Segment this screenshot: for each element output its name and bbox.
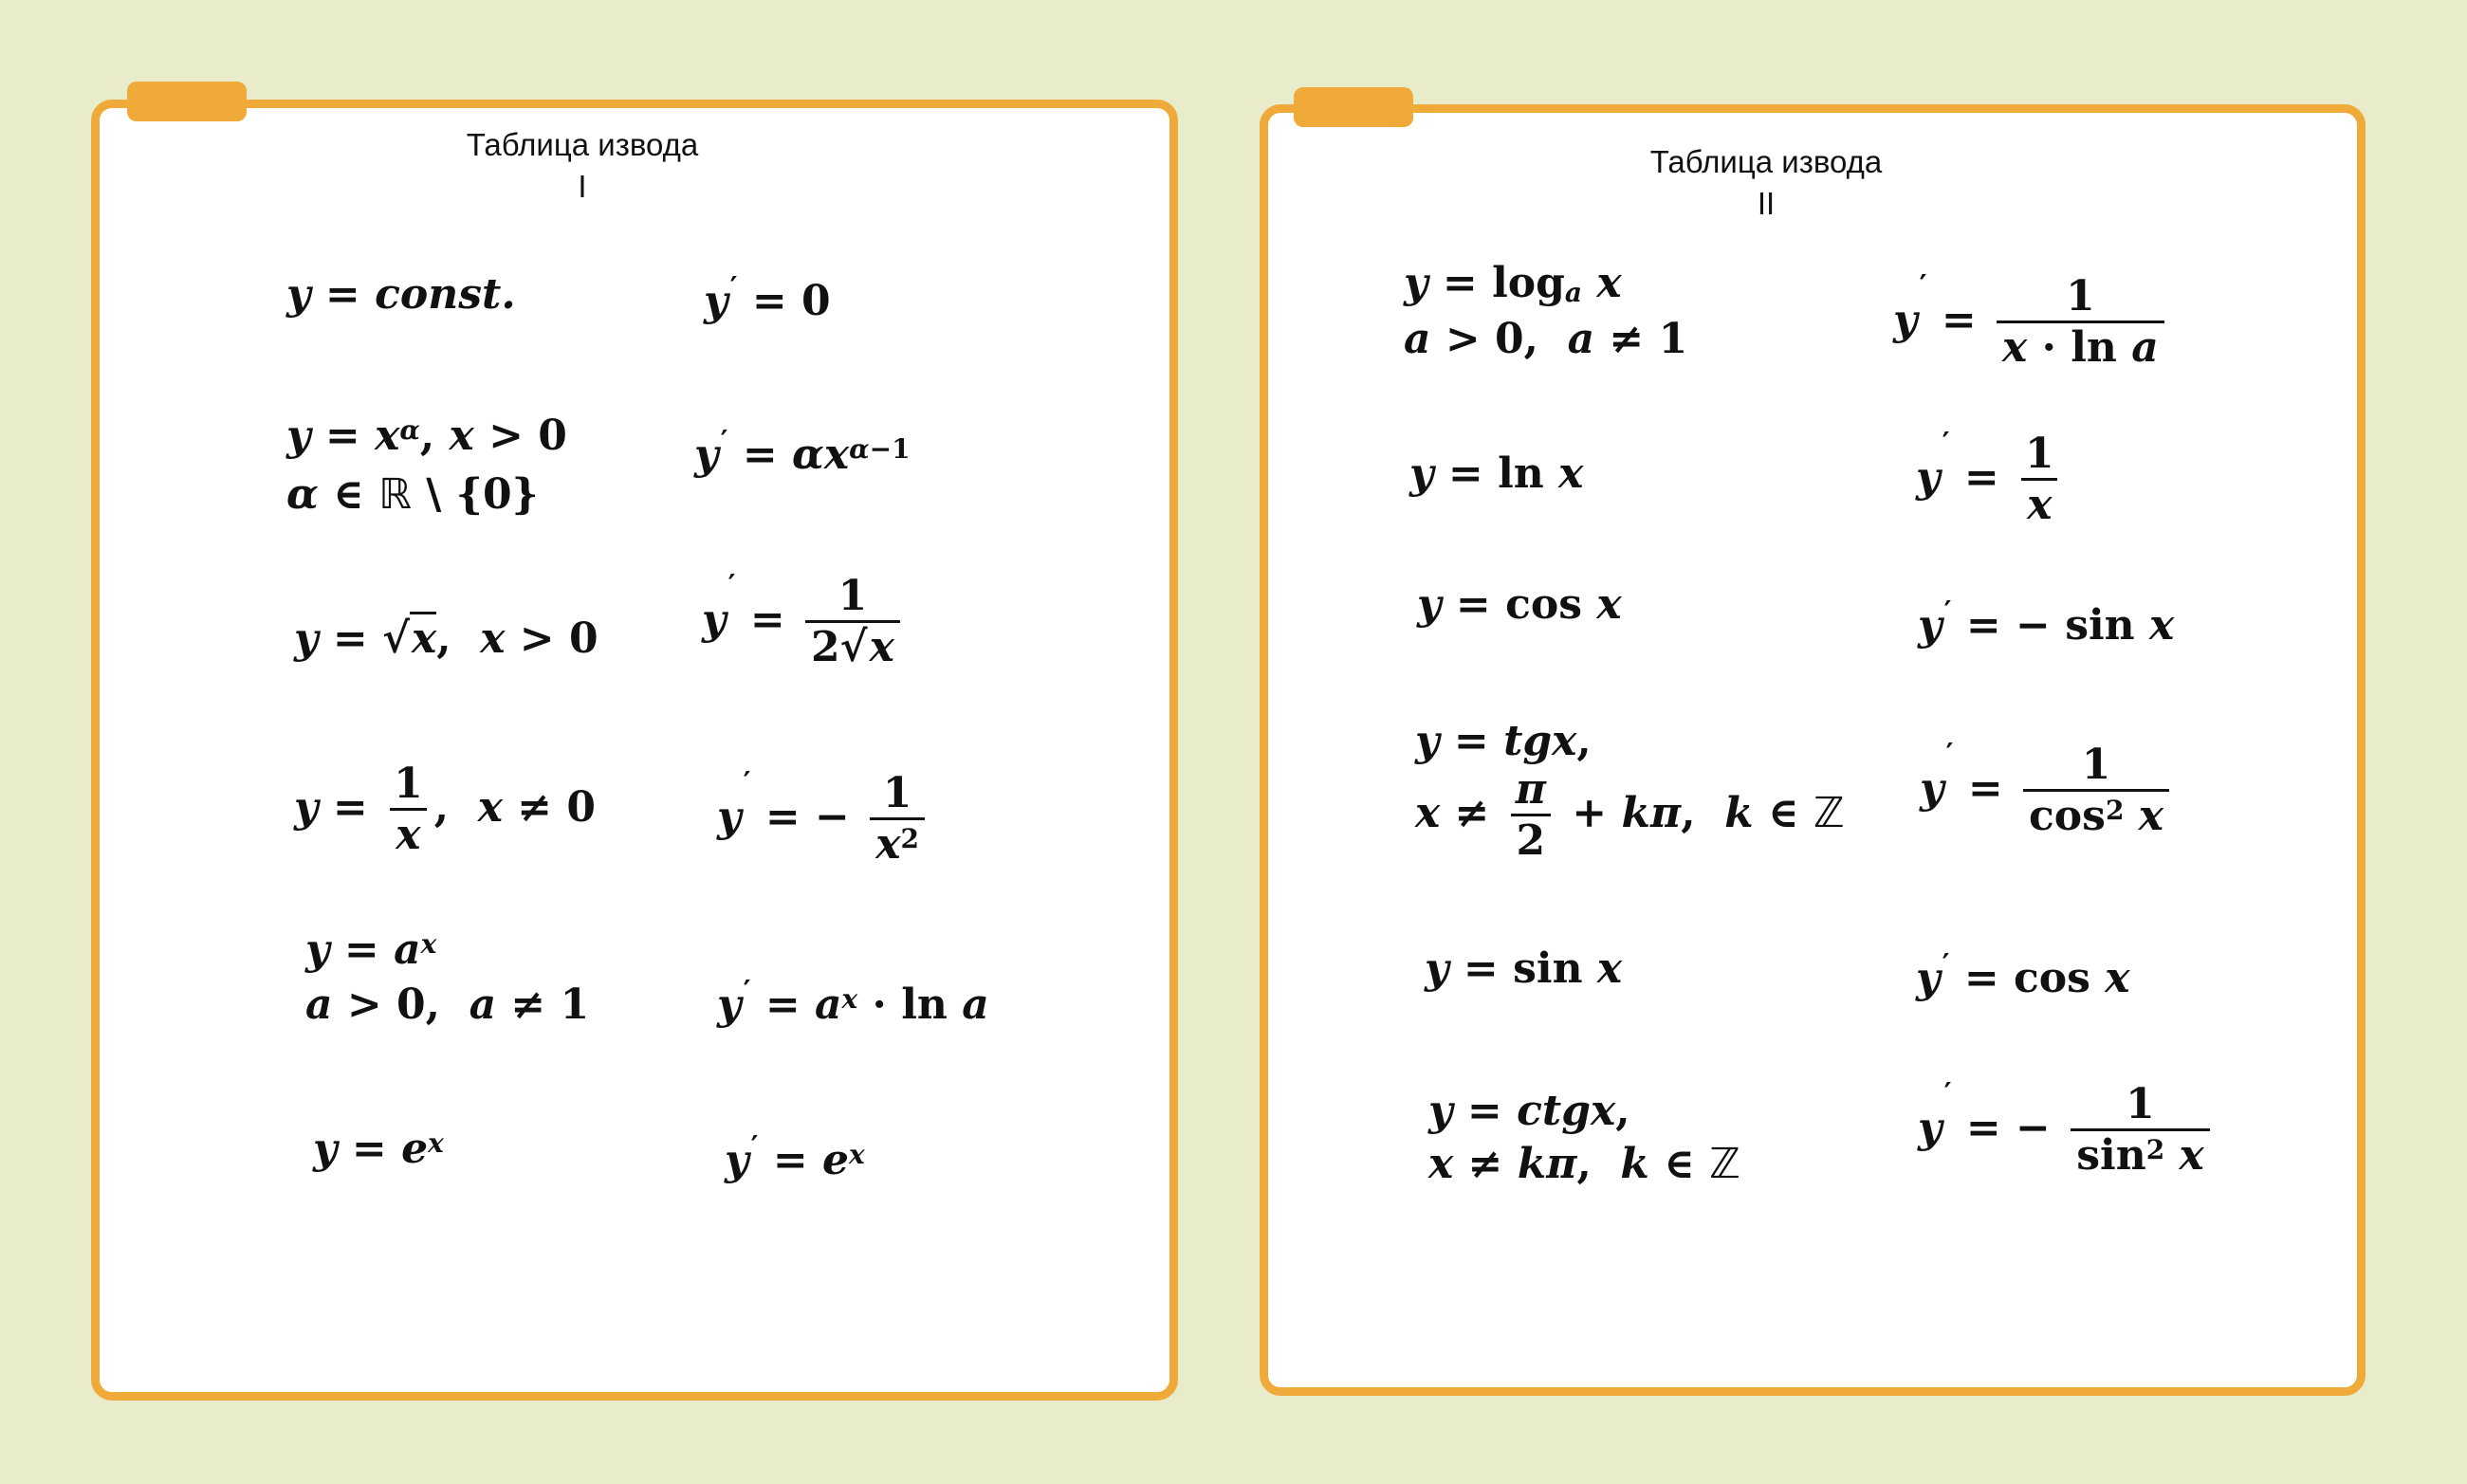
formula-tg: y = tgx, xyxy=(1415,717,1592,765)
card-tab-2 xyxy=(1294,87,1413,127)
formula-cos: y = cos x xyxy=(1417,580,1622,629)
formula-ctg-domain: x ≠ kπ, k ∈ ℤ xyxy=(1428,1140,1740,1188)
card-numeral: I xyxy=(578,169,587,204)
formula-power: $y = x^\alpha$, x > 0 xyxy=(286,412,567,460)
derivative-power: $y' = \alpha x^{\alpha-1}$ xyxy=(694,425,911,479)
derivative-tg: y′ = $\frac{1}{\cos^2 x}$ xyxy=(1920,742,2175,841)
formula-tg-domain: x ≠ $\frac{\pi}{2}$ + kπ, k ∈ ℤ xyxy=(1415,765,1845,865)
formula-sin: y = sin x xyxy=(1425,944,1623,993)
formula-reciprocal: y = $\frac{1}{x}$ , x ≠ 0 xyxy=(294,760,597,859)
card-tab-1 xyxy=(127,82,247,121)
card-title-text: Таблица извода xyxy=(1649,144,1883,179)
derivative-reciprocal: y′ = − $\frac{1}{x^2}$ xyxy=(717,770,930,870)
derivative-ctg: y′ = − $\frac{1}{\sin^2 x}$ xyxy=(1918,1081,2216,1181)
formula-log-domain: a > 0, a ≠ 1 xyxy=(1404,315,1688,363)
derivative-const: y′ = 0 xyxy=(704,271,831,325)
formula-power-domain: α ∈ ℝ \ {0} xyxy=(286,470,539,519)
card-title-1 xyxy=(393,124,772,208)
card-title-2 xyxy=(1576,141,1956,225)
card-numeral: II xyxy=(1757,186,1776,221)
derivative-natural-exp: $y' = e^x$ xyxy=(725,1130,865,1184)
formula-log: $y = \log_a x$ xyxy=(1404,259,1622,308)
derivative-log: y′ = $\frac{1}{\text{x · ln a}}$ xyxy=(1893,273,2170,373)
derivative-sin: y′ = cos x xyxy=(1916,948,2130,1002)
formula-const: y = const. xyxy=(286,270,516,319)
formula-natural-exp: $y = e^x$ xyxy=(313,1125,444,1173)
formula-ctg: y = ctgx, xyxy=(1428,1087,1630,1135)
formula-exponential-domain: a > 0, a ≠ 1 xyxy=(305,980,590,1029)
card-title-text: Таблица извода xyxy=(466,127,699,162)
formula-sqrt: y = √x, x > 0 xyxy=(294,613,598,666)
table-card-1 xyxy=(91,100,1178,1401)
derivative-ln: y′ = $\frac{1}{x}$ xyxy=(1916,431,2066,530)
derivative-cos: y′ = − sin x xyxy=(1918,595,2175,650)
formula-exponential: $y = a^x$ xyxy=(305,925,437,974)
formula-ln: y = ln x xyxy=(1409,449,1584,498)
derivative-exponential: $y' = a^x \cdot \ln a$ xyxy=(717,975,989,1029)
derivative-sqrt: y′ = $\frac{1}{2√x}$ xyxy=(702,573,906,672)
